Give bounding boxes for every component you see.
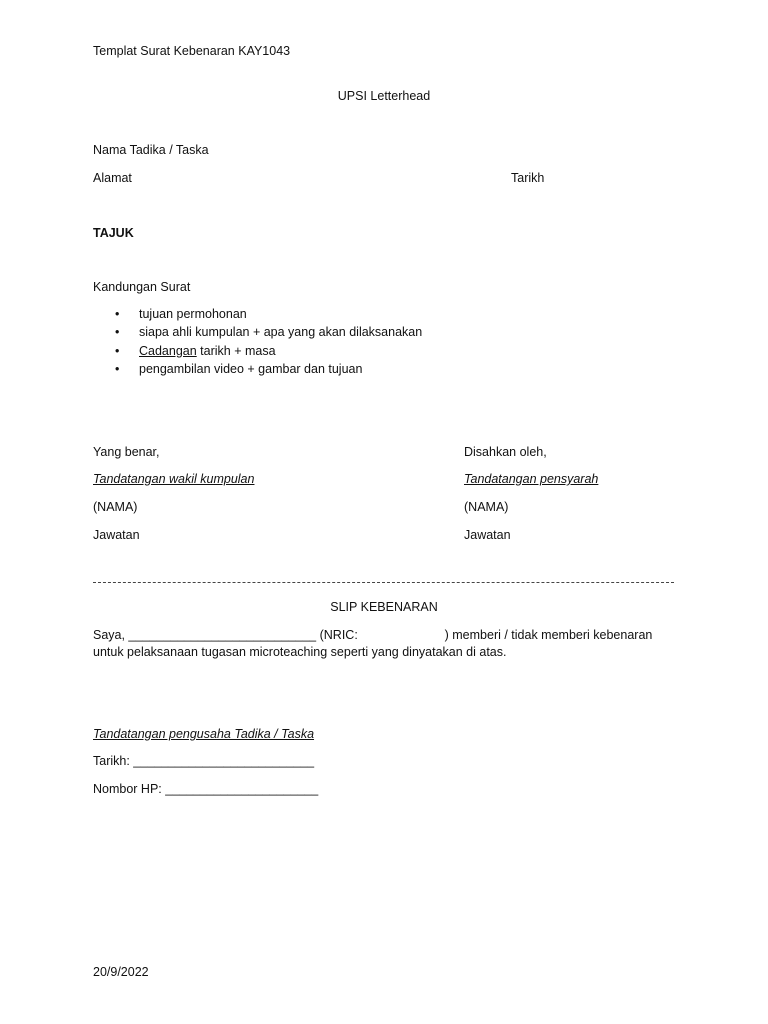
list-item	[93, 361, 422, 379]
list-item-underlined-word: Cadangan	[139, 343, 197, 358]
bullet-icon: •	[115, 325, 120, 340]
letterhead-label: UPSI Letterhead	[337, 89, 431, 103]
left-signature-line: Tandatangan wakil kumpulan	[93, 472, 255, 486]
slip-title: SLIP KEBENARAN	[330, 600, 438, 614]
right-signature-line: Tandatangan pensyarah	[464, 472, 599, 486]
content-points-list	[93, 306, 422, 379]
left-position: Jawatan	[93, 528, 140, 542]
right-name: (NAMA)	[464, 500, 509, 514]
footer-date: 20/9/2022	[93, 965, 149, 979]
slip-date-field: Tarikh: __________________________	[93, 754, 315, 768]
slip-phone-field: Nombor HP: ______________________	[93, 782, 319, 796]
slip-statement-line-2: untuk pelaksanaan tugasan microteaching seperti yang dinyatakan di atas.	[93, 645, 507, 659]
left-name: (NAMA)	[93, 500, 138, 514]
template-title: Templat Surat Kebenaran KAY1043	[93, 44, 291, 58]
slip-statement-line-1: Saya, ___________________________ (NRIC: ) memberi / tidak memberi kebenaran	[93, 628, 653, 642]
list-item-text: tujuan permohonan	[139, 307, 247, 321]
date-label: Tarikh	[511, 171, 545, 185]
bullet-icon: •	[115, 343, 120, 358]
right-closing: Disahkan oleh,	[464, 445, 547, 459]
employer-signature-line: Tandatangan pengusaha Tadika / Taska	[93, 727, 315, 741]
subject-title: TAJUK	[93, 226, 134, 240]
list-item-text: pengambilan video + gambar dan tujuan	[139, 361, 363, 376]
address-label: Alamat	[93, 171, 132, 185]
cut-line-divider	[93, 582, 674, 583]
kindergarten-name: Nama Tadika / Taska	[93, 143, 209, 157]
left-closing: Yang benar,	[93, 445, 160, 459]
bullet-icon: •	[115, 361, 120, 376]
right-position: Jawatan	[464, 528, 511, 542]
list-item-text: tarikh + masa	[196, 343, 276, 358]
content-heading: Kandungan Surat	[93, 280, 191, 294]
list-item	[93, 306, 422, 324]
list-item-text: siapa ahli kumpulan + apa yang akan dilaksanakan	[139, 325, 423, 340]
bullet-icon: •	[115, 307, 120, 321]
list-item	[93, 343, 422, 361]
list-item	[93, 324, 422, 342]
